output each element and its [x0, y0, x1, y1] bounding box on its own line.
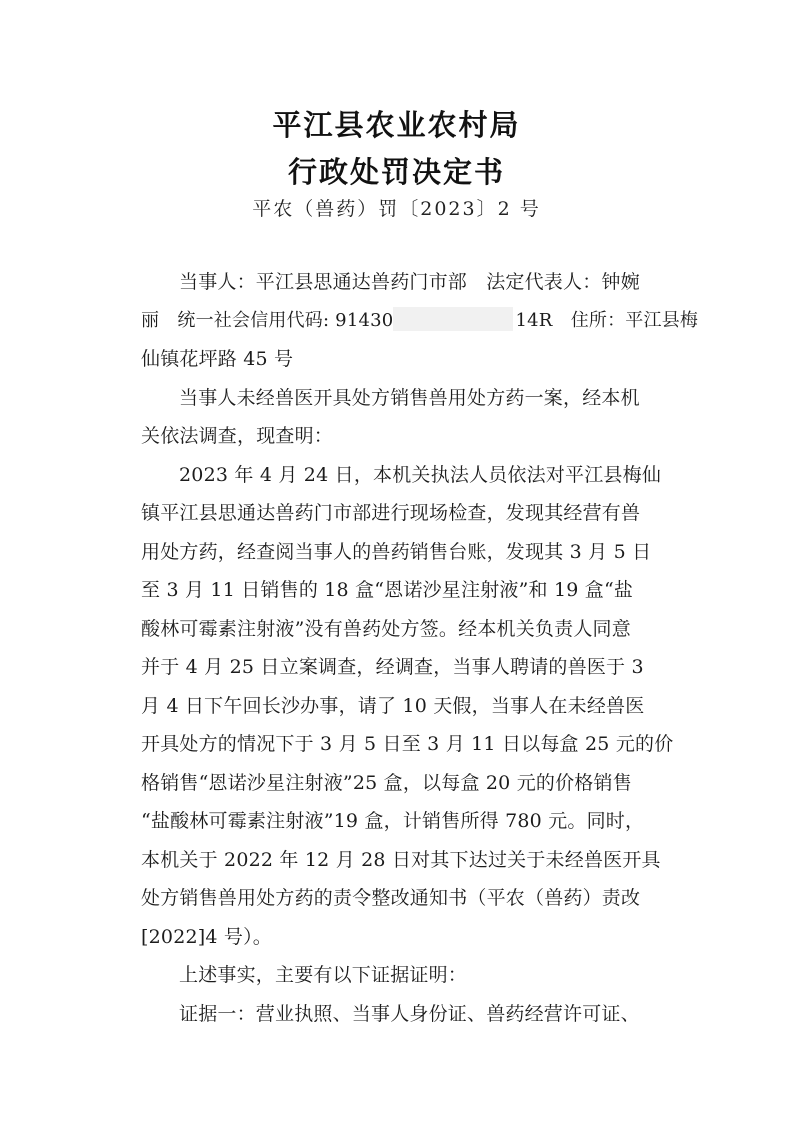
- facts-line: 开具处方的情况下于 3 月 5 日至 3 月 11 日以每盒 25 元的价: [141, 733, 674, 755]
- intro-line: 关依法调查，现查明：: [141, 425, 334, 447]
- facts-line: 酸林可霉素注射液”没有兽药处方签。经本机关负责人同意: [141, 617, 631, 640]
- facts-line: 月 4 日下午回长沙办事，请了 10 天假，当事人在未经兽医: [141, 694, 645, 717]
- issuing-authority: 平江县农业农村局: [272, 108, 521, 142]
- facts-line: 处方销售兽用处方药的责令整改通知书（平农（兽药）责改: [141, 887, 641, 909]
- facts-line: [2022]4 号）。: [141, 925, 273, 948]
- party-line-2: [141, 302, 701, 341]
- facts-line: 并于 4 月 25 日立案调查，经调查，当事人聘请的兽医于 3: [141, 656, 644, 678]
- intro-line: 当事人未经兽医开具处方销售兽用处方药一案，经本机: [179, 386, 640, 409]
- evidence-item-1: 证据一：营业执照、当事人身份证、兽药经营许可证、: [179, 1002, 640, 1025]
- facts-line: 本机关于 2022 年 12 月 28 日对其下达过关于未经兽医开具: [141, 848, 661, 871]
- document-title: 行政处罚决定书: [287, 155, 505, 189]
- facts-line: 至 3 月 11 日销售的 18 盒“恩诺沙星注射液”和 19 盒“盐: [141, 579, 634, 601]
- party-line-2-part-a: 丽 统一社会信用代码: 91430: [141, 309, 394, 331]
- party-line-3: 仙镇花坪路 45 号: [141, 348, 294, 370]
- party-line-2-part-b: 14R 住所：平江县梅: [515, 309, 699, 331]
- document-number: 平农（兽药）罚〔2023〕2 号: [252, 198, 541, 220]
- facts-line: 格销售“恩诺沙星注射液”25 盒，以每盒 20 元的价格销售: [141, 771, 632, 794]
- redaction-block: [393, 307, 513, 331]
- document-body: [141, 263, 701, 1033]
- facts-line: “盐酸林可霉素注射液”19 盒，计销售所得 780 元。同时，: [141, 810, 645, 832]
- facts-line: 镇平江县思通达兽药门市部进行现场检查，发现其经营有兽: [141, 502, 641, 524]
- facts-line: 2023 年 4 月 24 日，本机关执法人员依法对平江县梅仙: [179, 463, 662, 486]
- facts-line: 用处方药，经查阅当事人的兽药销售台账，发现其 3 月 5 日: [141, 540, 652, 563]
- party-line-1: 当事人：平江县思通达兽药门市部 法定代表人：钟婉: [179, 271, 640, 293]
- evidence-intro: 上述事实，主要有以下证据证明：: [179, 964, 468, 986]
